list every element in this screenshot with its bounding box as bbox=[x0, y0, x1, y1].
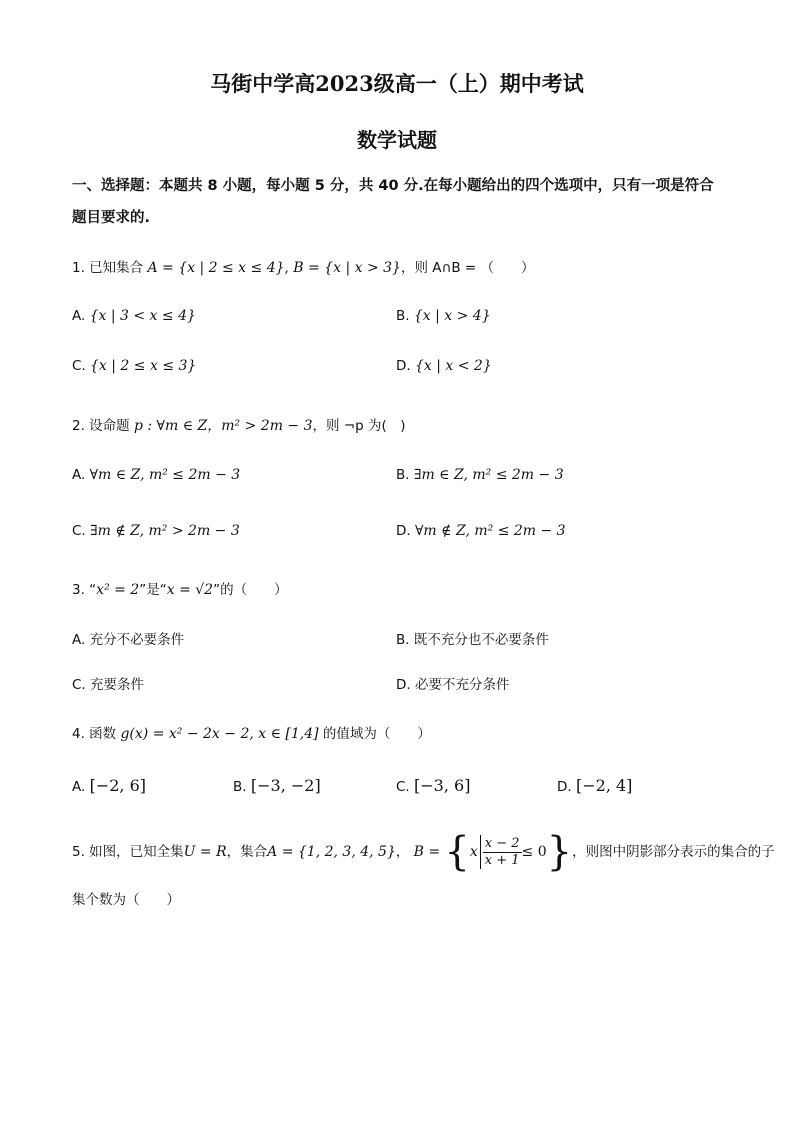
question-4-option-b bbox=[233, 776, 321, 795]
question-5-prefix: 5. 如图，已知全集 bbox=[72, 844, 184, 860]
question-5-set-b-var: x bbox=[469, 844, 478, 860]
option-label: D. bbox=[396, 523, 411, 539]
question-4-option-a bbox=[72, 776, 146, 795]
question-2-option-d bbox=[396, 523, 566, 539]
question-5-universe: U = R bbox=[183, 844, 227, 860]
question-1-option-c bbox=[72, 358, 196, 374]
left-brace-icon: { bbox=[444, 829, 470, 875]
option-label: B. bbox=[233, 779, 247, 795]
right-brace-icon: } bbox=[546, 829, 573, 875]
question-5 bbox=[72, 829, 775, 875]
fraction-numerator: x − 2 bbox=[484, 835, 520, 851]
option-label: A. bbox=[72, 632, 86, 648]
question-2-suffix: ，则 ¬p 为( ) bbox=[312, 418, 406, 434]
option-label: B. bbox=[396, 467, 410, 483]
option-label: C. bbox=[396, 779, 410, 795]
option-text: 必要不充分条件 bbox=[414, 677, 510, 693]
option-label: B. bbox=[396, 308, 410, 324]
question-2-option-c bbox=[72, 523, 240, 539]
question-5-relation: ≤ 0 bbox=[521, 844, 547, 860]
option-text: [−3, −2] bbox=[250, 776, 321, 795]
question-1-option-d bbox=[396, 358, 492, 374]
question-5-set-b-left: B = bbox=[413, 844, 441, 860]
option-text: {x | x > 4} bbox=[413, 308, 491, 324]
option-label: B. bbox=[396, 632, 410, 648]
question-4-prefix: 4. 函数 bbox=[72, 726, 117, 742]
option-text: [−3, 6] bbox=[414, 776, 471, 795]
option-text: 既不充分也不必要条件 bbox=[413, 632, 549, 648]
option-label: A. bbox=[72, 308, 86, 324]
question-5-set-a: A = {1, 2, 3, 4, 5} bbox=[267, 844, 396, 860]
question-3-prefix: 3. “ bbox=[72, 582, 97, 598]
option-label: A. bbox=[72, 779, 86, 795]
question-3-expr-1: x² = 2 bbox=[96, 582, 140, 598]
option-text: ∃m ∉ Z, m² > 2m − 3 bbox=[90, 523, 240, 539]
question-4-option-c bbox=[396, 776, 470, 795]
option-label: D. bbox=[557, 779, 572, 795]
question-2-proposition: p : ∀m ∈ Z，m² > 2m − 3 bbox=[133, 418, 313, 434]
question-3-suffix: ”的（ ） bbox=[213, 582, 288, 598]
question-2 bbox=[72, 414, 406, 435]
exam-title: 马街中学高2023级高一（上）期中考试 bbox=[210, 71, 584, 96]
option-label: D. bbox=[396, 677, 411, 693]
question-5-mid-2: ， bbox=[395, 844, 410, 860]
option-text: 充要条件 bbox=[90, 677, 145, 693]
question-2-option-a bbox=[72, 467, 240, 483]
question-1-set-b: B = {x | x > 3} bbox=[293, 260, 401, 276]
question-2-option-b bbox=[396, 467, 564, 483]
option-label: A. bbox=[72, 467, 86, 483]
question-3-option-c bbox=[72, 673, 144, 693]
option-text: {x | 3 < x ≤ 4} bbox=[89, 308, 196, 324]
question-1-option-b bbox=[396, 308, 491, 324]
option-label: C. bbox=[72, 523, 86, 539]
question-2-prefix: 2. 设命题 bbox=[72, 418, 130, 434]
option-label: C. bbox=[72, 358, 86, 374]
question-4-suffix: 的值域为（ ） bbox=[322, 726, 431, 742]
question-1 bbox=[72, 256, 535, 276]
question-5-fraction bbox=[483, 836, 522, 869]
question-4-function: g(x) = x² − 2x − 2, x ∈ [1,4] bbox=[120, 726, 319, 742]
question-1-option-a bbox=[72, 308, 196, 324]
option-text: [−2, 4] bbox=[575, 776, 633, 795]
option-text: ∃m ∈ Z, m² ≤ 2m − 3 bbox=[413, 467, 564, 483]
question-3-expr-2: x = √2 bbox=[166, 582, 214, 598]
question-3-option-a bbox=[72, 628, 184, 648]
option-label: C. bbox=[72, 677, 86, 693]
option-text: 充分不必要条件 bbox=[89, 632, 185, 648]
fraction-denominator: x + 1 bbox=[484, 852, 520, 868]
option-label: D. bbox=[396, 358, 411, 374]
question-5-mid-1: ，集合 bbox=[226, 844, 268, 860]
section-heading: 一、选择题：本题共 8 小题，每小题 5 分，共 40 分.在每小题给出的四个选项中，只有一项是符合题目要求的. bbox=[72, 178, 714, 226]
question-1-separator: , bbox=[284, 260, 289, 276]
question-1-set-a: A = {x | 2 ≤ x ≤ 4} bbox=[147, 260, 285, 276]
question-3 bbox=[72, 578, 288, 598]
subject-title: 数学试题 bbox=[357, 128, 437, 152]
question-3-option-b bbox=[396, 628, 549, 648]
question-3-option-d bbox=[396, 673, 509, 693]
question-1-prefix: 1. 已知集合 bbox=[72, 260, 144, 276]
option-text: ∀m ∈ Z, m² ≤ 2m − 3 bbox=[89, 467, 241, 483]
option-text: {x | x < 2} bbox=[414, 358, 492, 374]
question-4 bbox=[72, 722, 431, 742]
question-4-option-d bbox=[557, 776, 632, 795]
option-text: [−2, 6] bbox=[89, 776, 147, 795]
option-text: {x | 2 ≤ x ≤ 3} bbox=[90, 358, 197, 374]
option-text: ∀m ∉ Z, m² ≤ 2m − 3 bbox=[414, 523, 566, 539]
question-1-suffix: ，则 A∩B = （ ） bbox=[400, 260, 535, 276]
question-5-suffix: ，则图中阴影部分表示的集合的子 bbox=[572, 844, 775, 860]
question-5-line-2: 集个数为（ ） bbox=[72, 892, 180, 908]
question-3-middle: ”是“ bbox=[139, 582, 167, 598]
set-builder-bar bbox=[480, 835, 481, 869]
